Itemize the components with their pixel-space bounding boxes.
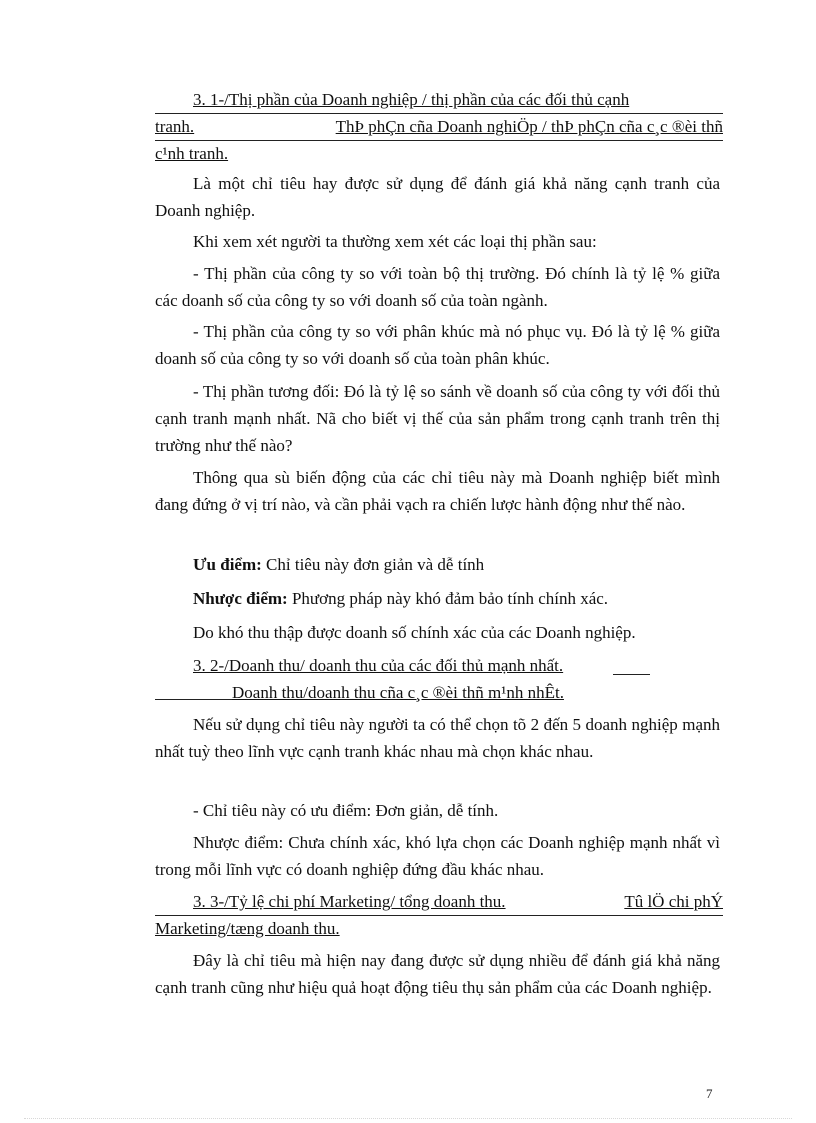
section-2-paragraph-2: - Chỉ tiêu này có ưu điểm: Đơn giản, dễ tính. bbox=[193, 801, 499, 820]
section-1-heading-line-1 bbox=[155, 86, 723, 114]
section-3-heading-line-1 bbox=[155, 888, 723, 916]
section-1-heading-line-3-text: c¹nh tranh. bbox=[155, 144, 229, 163]
page-bottom-divider bbox=[24, 1118, 792, 1119]
section-1-heading-part-a: tranh. bbox=[155, 117, 195, 136]
section-1-paragraph-5: - Thị phần tương đối: Đó là tỷ lệ so sánh về doanh số của công ty với đối thủ cạnh tranh mạnh nhất. Nã cho biết vị thế của sản phẩm trong cạnh tranh trên thị trường như thế nào? bbox=[155, 382, 720, 455]
section-1-paragraph-6: Thông qua sù biến động của các chỉ tiêu này mà Doanh nghiệp biết mình đang đứng ở vị trí nào, và cần phải vạch ra chiến lược hành động như thế nào. bbox=[155, 468, 720, 514]
section-2-heading-line-2 bbox=[155, 679, 609, 706]
section-1-paragraph-3: - Thị phần của công ty so với toàn bộ thị trường. Đó chính là tỷ lệ % giữa các doanh số của công ty so với doanh số của toàn ngành. bbox=[155, 264, 720, 310]
heading-underline-fill bbox=[613, 674, 650, 675]
advantages-line bbox=[155, 551, 720, 578]
section-1-paragraph-7: Do khó thu thập được doanh số chính xác của các Doanh nghiệp. bbox=[193, 623, 636, 642]
section-3-heading-part-a: 3. 3-/Tỷ lệ chi phí Marketing/ tổng doanh thu. bbox=[193, 892, 506, 911]
section-1-heading-part-b: ThÞ phÇn cña Doanh nghiÖp / thÞ phÇn cña c¸c ®èi thñ bbox=[335, 117, 723, 136]
section-2-heading-text: 3. 2-/Doanh thu/ doanh thu của các đối thủ mạnh nhất. bbox=[193, 656, 564, 675]
section-2-heading-line-1 bbox=[193, 652, 650, 679]
section-1-paragraph-2: Khi xem xét người ta thường xem xét các loại thị phần sau: bbox=[193, 232, 597, 251]
section-1-heading-line-3 bbox=[155, 140, 723, 167]
advantages-text: Chỉ tiêu này đơn giản và dễ tính bbox=[261, 555, 485, 574]
heading-underline-lead bbox=[155, 679, 232, 700]
section-1-paragraph-1: Là một chỉ tiêu hay được sử dụng để đánh giá khả năng cạnh tranh của Doanh nghiệp. bbox=[155, 174, 720, 220]
section-2-heading-line-2-text: Doanh thu/doanh thu cña c¸c ®èi thñ m¹nh nhÊt. bbox=[232, 683, 564, 702]
disadvantages-label: Nhược điểm: bbox=[193, 589, 288, 608]
section-1-heading-text: 3. 1-/Thị phần của Doanh nghiệp / thị phần của các đối thủ cạnh bbox=[193, 90, 630, 109]
section-3-heading-line-2 bbox=[155, 915, 723, 942]
section-2-paragraph-3: Nhược điểm: Chưa chính xác, khó lựa chọn các Doanh nghiệp mạnh nhất vì trong mỗi lĩnh vực có doanh nghiệp đứng đầu khác nhau. bbox=[155, 833, 720, 879]
section-1-heading-line-2 bbox=[155, 113, 723, 141]
section-3-heading-line-2-text: Marketing/tæng doanh thu. bbox=[155, 919, 340, 938]
section-1-paragraph-4: - Thị phần của công ty so với phân khúc mà nó phục vụ. Đó là tỷ lệ % giữa doanh số của công ty so với doanh số của toàn phân khúc. bbox=[155, 322, 720, 368]
disadvantages-line bbox=[155, 585, 720, 612]
section-3-heading-part-b: Tû lÖ chi phÝ bbox=[624, 892, 723, 911]
page-number: 7 bbox=[706, 1086, 713, 1101]
section-3-paragraph-1: Đây là chỉ tiêu mà hiện nay đang được sử dụng nhiều để đánh giá khả năng cạnh tranh cũng như hiệu quả hoạt động tiêu thụ sản phẩm của các Doanh nghiệp. bbox=[155, 951, 720, 997]
section-2-paragraph-1: Nếu sử dụng chỉ tiêu này người ta có thể chọn tõ 2 đến 5 doanh nghiệp mạnh nhất tuỳ theo lĩnh vực cạnh tranh khác nhau mà chọn khác nhau. bbox=[155, 715, 720, 761]
advantages-label: Ưu điểm: bbox=[193, 555, 262, 574]
disadvantages-text: Phương pháp này khó đảm bảo tính chính xác. bbox=[287, 589, 609, 608]
